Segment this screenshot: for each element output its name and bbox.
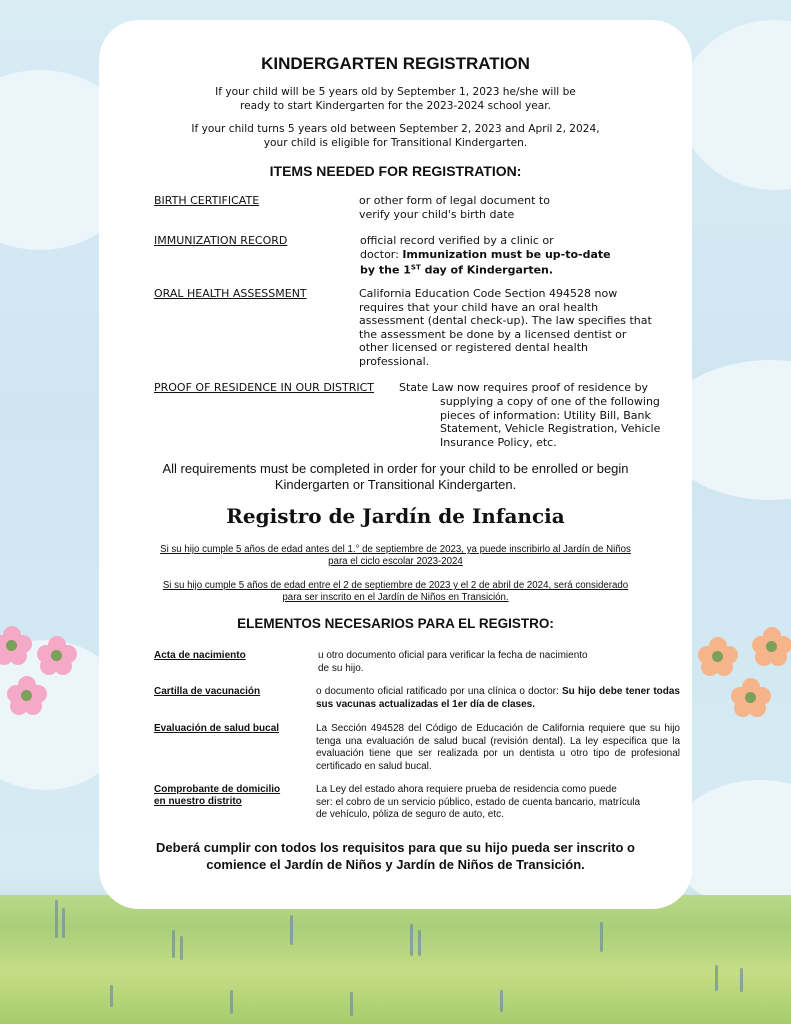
item-desc-oral-health: California Education Code Section 494528 now requires that your child have an oral health assessment (dental check-up). The law specifies that the assessment be done by a licensed dentist or other licensed or registered dental health professional. (359, 287, 652, 368)
requirements-note: All requirements must be completed in order for your child to be enrolled or begin Kindergarten or Transitional Kindergarten. (162, 461, 629, 492)
pink-flower-icon (37, 636, 77, 676)
grass-blade (500, 990, 503, 1012)
pink-flower-icon (7, 676, 47, 716)
grass-blade (290, 915, 293, 945)
grass-blade (180, 936, 183, 960)
intro-kindergarten: If your child will be 5 years old by September 1, 2023 he/she will be ready to start Kindergarten for the 2023-2024 school year. (215, 86, 576, 112)
registration-card (99, 20, 692, 909)
item-desc-birth-certificate: or other form of legal document to verify your child's birth date (359, 194, 550, 221)
spanish-item-desc-vaccination: o documento oficial ratificado por una clínica o doctor: Su hijo debe tener todas sus vacunas actualizadas el 1er día de clases. (316, 686, 680, 710)
grass-blade (230, 990, 233, 1014)
orange-flower-icon (731, 678, 771, 718)
item-desc-proof-of-residence: supplying a copy of one of the following pieces of information: Utility Bill, Bank Statement, Vehicle Registration, Vehicle Insurance Policy, etc. (440, 395, 661, 449)
spanish-item-desc-oral-health: La Sección 494528 del Código de Educación de California requiere que su hijo tenga una evaluación de salud bucal (revisión dental). La ley especifica que la evaluación tiene que ser realizada por un dentista u otro tipo de profesional certificado en salud bucal. (316, 723, 680, 772)
grass-blade (600, 922, 603, 952)
grass-blade (715, 965, 718, 991)
pink-flower-icon (0, 626, 32, 666)
spanish-item-label-birth: Acta de nacimiento (154, 650, 246, 661)
item-label-proof-of-residence: PROOF OF RESIDENCE IN OUR DISTRICT (154, 381, 375, 394)
grass-blade (418, 930, 421, 956)
grass-blade (172, 930, 175, 958)
spanish-item-label-vaccination: Cartilla de vacunación (154, 686, 261, 697)
spanish-requirements-note: Deberá cumplir con todos los requisitos para que su hijo pueda ser inscrito o comience el Jardín de Niños y Jardín de Niños de Transición. (156, 840, 635, 872)
items-heading: ITEMS NEEDED FOR REGISTRATION: (269, 163, 522, 179)
grass-decoration (0, 895, 791, 1024)
spanish-intro-transitional: Si su hijo cumple 5 años de edad entre el 2 de septiembre de 2023 y el 2 de abril de 2024, será considerado para ser inscrito en el Jardín de Niños en Transición. (162, 580, 629, 603)
spanish-intro-kindergarten: Si su hijo cumple 5 años de edad antes del 1.° de septiembre de 2023, ya puede inscribirlo al Jardín de Niños para el ciclo escolar 2023-2024 (160, 544, 631, 567)
item-label-oral-health: ORAL HEALTH ASSESSMENT (154, 287, 307, 300)
item-label-immunization: IMMUNIZATION RECORD (154, 234, 288, 247)
grass-blade (740, 968, 743, 992)
item-desc-immunization: official record verified by a clinic or doctor: Immunization must be up-to-date by the 1ST day of Kindergarten. (360, 234, 611, 277)
item-desc-proof-of-residence-first: State Law now requires proof of residence by (399, 381, 649, 394)
spanish-title: Registro de Jardín de Infancia (226, 504, 565, 528)
spanish-item-desc-residence: La Ley del estado ahora requiere prueba de residencia como puede ser: el cobro de un servicio público, estado de cuenta bancario, matrícula de vehículo, póliza de seguro de auto, etc. (316, 784, 641, 821)
grass-blade (62, 908, 65, 938)
grass-blade (55, 900, 58, 938)
spanish-item-label-oral-health: Evaluación de salud bucal (154, 723, 280, 734)
spanish-item-label-residence: Comprobante de domicilio en nuestro distrito (154, 784, 281, 807)
spanish-items-heading: ELEMENTOS NECESARIOS PARA EL REGISTRO: (237, 616, 554, 631)
grass-blade (110, 985, 113, 1007)
spanish-item-desc-birth: u otro documento oficial para verificar la fecha de nacimiento de su hijo. (318, 650, 588, 674)
intro-transitional: If your child turns 5 years old between September 2, 2023 and April 2, 2024, your child is eligible for Transitional Kindergarten. (191, 123, 600, 149)
orange-flower-icon (752, 627, 791, 667)
grass-blade (410, 924, 413, 956)
page-title: KINDERGARTEN REGISTRATION (261, 54, 530, 73)
orange-flower-icon (698, 637, 738, 677)
grass-blade (350, 992, 353, 1016)
item-label-birth-certificate: BIRTH CERTIFICATE (154, 194, 260, 207)
